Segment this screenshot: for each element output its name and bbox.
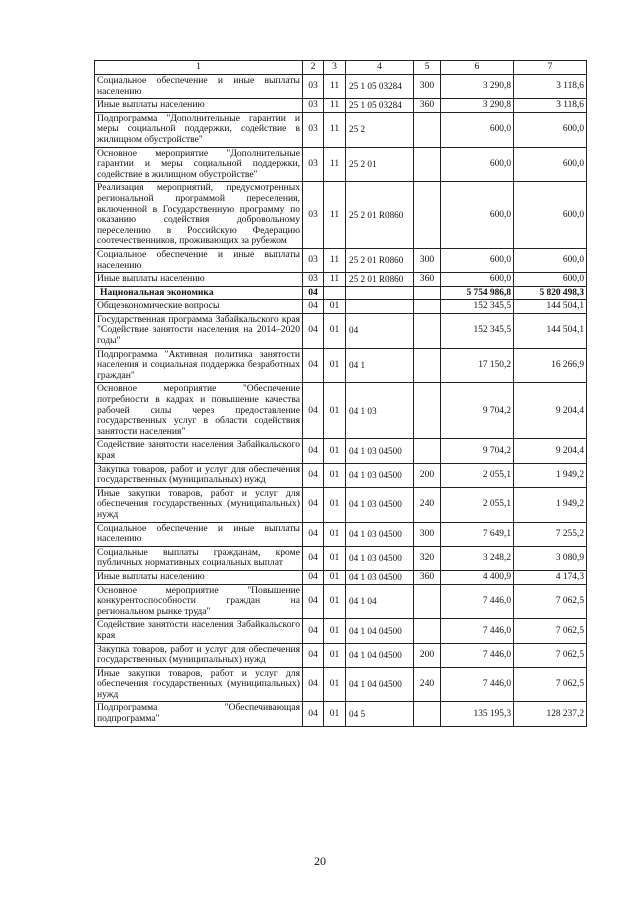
row-name-cell: Содействие занятости населения Забайкальского края [95, 619, 303, 643]
header-col-5: 5 [414, 61, 441, 75]
table-row [95, 584, 587, 619]
row-section-cell: 03 [303, 182, 324, 249]
row-target-article-cell: 25 2 [346, 112, 414, 147]
table-row [95, 619, 587, 643]
row-sum-year2-cell: 7 255,2 [514, 522, 587, 546]
row-sum-year1-cell: 2 055,1 [441, 463, 514, 487]
row-target-article-cell: 04 1 03 04500 [346, 546, 414, 570]
row-name-cell: Социальное обеспечение и иные выплаты населению [95, 522, 303, 546]
budget-table [94, 60, 587, 727]
row-expense-type-cell: 320 [414, 546, 441, 570]
row-sum-year1-cell: 135 195,3 [441, 702, 514, 726]
row-name-cell: Основное мероприятие "Обеспечение потребности в кадрах и повышение качества рабочей силы через предоставление государственных услуг в области содействия занятости населения" [95, 383, 303, 439]
row-section-cell: 04 [303, 313, 324, 348]
row-sum-year1-cell: 4 400,9 [441, 570, 514, 584]
page-number: 20 [314, 854, 326, 868]
table-header-row [95, 61, 587, 75]
row-target-article-cell [346, 300, 414, 314]
row-sum-year2-cell: 9 204,4 [514, 439, 587, 463]
row-subsection-cell: 01 [324, 702, 346, 726]
row-section-cell: 03 [303, 248, 324, 272]
row-expense-type-cell: 300 [414, 75, 441, 99]
row-section-cell: 04 [303, 383, 324, 439]
row-expense-type-cell [414, 112, 441, 147]
row-subsection-cell: 11 [324, 99, 346, 113]
table-row [95, 182, 587, 249]
row-sum-year1-cell: 2 055,1 [441, 487, 514, 522]
table-row [95, 248, 587, 272]
row-target-article-cell: 04 1 04 04500 [346, 619, 414, 643]
row-sum-year2-cell: 1 949,2 [514, 463, 587, 487]
row-name-cell: Подпрограмма "Обеспечивающая подпрограмма" [95, 702, 303, 726]
header-col-6: 6 [441, 61, 514, 75]
row-name-cell: Подпрограмма "Активная политика занятости населения и социальная поддержка безработных граждан" [95, 348, 303, 383]
row-target-article-cell: 25 2 01 R0860 [346, 273, 414, 287]
row-sum-year1-cell: 152 345,5 [441, 313, 514, 348]
row-name-cell: Иные выплаты населению [95, 99, 303, 113]
row-subsection-cell: 11 [324, 75, 346, 99]
row-subsection-cell: 11 [324, 147, 346, 182]
row-target-article-cell: 25 1 05 03284 [346, 99, 414, 113]
row-sum-year2-cell: 4 174,3 [514, 570, 587, 584]
row-target-article-cell: 04 [346, 313, 414, 348]
row-expense-type-cell [414, 313, 441, 348]
row-name-cell: Закупка товаров, работ и услуг для обеспечения государственных (муниципальных) нужд [95, 463, 303, 487]
row-name-cell: Основное мероприятие "Дополнительные гарантии и меры социальной поддержки, содействие в жилищном обустройстве" [95, 147, 303, 182]
header-col-3: 3 [324, 61, 346, 75]
budget-table-body [95, 61, 587, 727]
row-sum-year2-cell: 7 062,5 [514, 667, 587, 702]
row-sum-year1-cell: 7 649,1 [441, 522, 514, 546]
row-section-cell: 04 [303, 667, 324, 702]
row-name-cell: Закупка товаров, работ и услуг для обеспечения государственных (муниципальных) нужд [95, 643, 303, 667]
table-row [95, 702, 587, 726]
row-expense-type-cell [414, 439, 441, 463]
row-sum-year1-cell: 600,0 [441, 273, 514, 287]
row-expense-type-cell: 360 [414, 99, 441, 113]
row-subsection-cell: 01 [324, 300, 346, 314]
row-sum-year1-cell: 3 248,2 [441, 546, 514, 570]
row-sum-year1-cell: 600,0 [441, 182, 514, 249]
row-sum-year2-cell: 600,0 [514, 112, 587, 147]
table-row [95, 546, 587, 570]
row-section-cell: 04 [303, 702, 324, 726]
row-subsection-cell: 01 [324, 463, 346, 487]
row-sum-year1-cell: 7 446,0 [441, 667, 514, 702]
row-name-cell: Подпрограмма "Дополнительные гарантии и меры социальной поддержки, содействие в жилищном обустройстве" [95, 112, 303, 147]
row-name-cell: Общеэкономические вопросы [95, 300, 303, 314]
table-row [95, 112, 587, 147]
row-sum-year1-cell: 3 290,8 [441, 99, 514, 113]
row-section-cell: 04 [303, 300, 324, 314]
row-target-article-cell: 04 1 04 [346, 584, 414, 619]
row-target-article-cell: 25 2 01 R0860 [346, 248, 414, 272]
row-target-article-cell: 04 1 04 04500 [346, 643, 414, 667]
table-row [95, 99, 587, 113]
table-row [95, 667, 587, 702]
table-row [95, 383, 587, 439]
row-name-cell: Содействие занятости населения Забайкальского края [95, 439, 303, 463]
row-subsection-cell: 01 [324, 487, 346, 522]
row-expense-type-cell [414, 702, 441, 726]
row-subsection-cell: 01 [324, 383, 346, 439]
row-subsection-cell: 01 [324, 522, 346, 546]
header-col-2: 2 [303, 61, 324, 75]
row-name-cell: Социальные выплаты гражданам, кроме публичных нормативных социальных выплат [95, 546, 303, 570]
row-subsection-cell: 11 [324, 182, 346, 249]
row-target-article-cell [346, 286, 414, 300]
row-sum-year2-cell: 600,0 [514, 182, 587, 249]
table-row [95, 643, 587, 667]
row-expense-type-cell [414, 383, 441, 439]
row-name-cell: Реализация мероприятий, предусмотренных региональной программой переселения, включенной в Государственную программу по оказанию содействия добровольному переселению в Российскую Федерацию соотечественников, проживающих за рубежом [95, 182, 303, 249]
row-sum-year2-cell: 600,0 [514, 147, 587, 182]
row-target-article-cell: 04 1 03 04500 [346, 487, 414, 522]
row-expense-type-cell: 240 [414, 667, 441, 702]
row-sum-year1-cell: 152 345,5 [441, 300, 514, 314]
row-expense-type-cell: 240 [414, 487, 441, 522]
row-sum-year1-cell: 7 446,0 [441, 643, 514, 667]
row-subsection-cell: 01 [324, 584, 346, 619]
row-sum-year1-cell: 7 446,0 [441, 584, 514, 619]
row-sum-year2-cell: 128 237,2 [514, 702, 587, 726]
row-subsection-cell: 01 [324, 348, 346, 383]
row-sum-year1-cell: 9 704,2 [441, 383, 514, 439]
row-sum-year2-cell: 600,0 [514, 248, 587, 272]
table-row [95, 439, 587, 463]
table-row [95, 313, 587, 348]
row-target-article-cell: 04 1 03 [346, 383, 414, 439]
table-row [95, 348, 587, 383]
table-row [95, 75, 587, 99]
table-row [95, 522, 587, 546]
row-sum-year2-cell: 7 062,5 [514, 584, 587, 619]
row-subsection-cell: 01 [324, 667, 346, 702]
table-row [95, 570, 587, 584]
row-section-cell: 03 [303, 75, 324, 99]
row-expense-type-cell [414, 286, 441, 300]
row-target-article-cell: 04 1 04 04500 [346, 667, 414, 702]
row-expense-type-cell [414, 147, 441, 182]
row-sum-year1-cell: 7 446,0 [441, 619, 514, 643]
row-section-cell: 04 [303, 570, 324, 584]
row-target-article-cell: 25 2 01 [346, 147, 414, 182]
row-name-cell: Основное мероприятие "Повышение конкурентоспособности граждан на региональном рынке труда" [95, 584, 303, 619]
row-section-cell: 03 [303, 147, 324, 182]
row-section-cell: 04 [303, 463, 324, 487]
row-expense-type-cell: 360 [414, 570, 441, 584]
row-section-cell: 04 [303, 487, 324, 522]
row-section-cell: 04 [303, 584, 324, 619]
table-row [95, 463, 587, 487]
row-subsection-cell [324, 286, 346, 300]
row-name-cell: Социальное обеспечение и иные выплаты населению [95, 75, 303, 99]
row-sum-year2-cell: 144 504,1 [514, 300, 587, 314]
row-sum-year2-cell: 7 062,5 [514, 643, 587, 667]
row-section-cell: 03 [303, 99, 324, 113]
row-expense-type-cell [414, 584, 441, 619]
row-subsection-cell: 11 [324, 273, 346, 287]
row-target-article-cell: 04 1 03 04500 [346, 522, 414, 546]
row-sum-year2-cell: 3 118,6 [514, 99, 587, 113]
row-subsection-cell: 01 [324, 619, 346, 643]
table-row [95, 273, 587, 287]
row-section-cell: 04 [303, 546, 324, 570]
row-sum-year2-cell: 3 080,9 [514, 546, 587, 570]
table-row [95, 300, 587, 314]
row-name-cell: Иные закупки товаров, работ и услуг для обеспечения государственных (муниципальных) нужд [95, 667, 303, 702]
row-name-cell: Иные закупки товаров, работ и услуг для обеспечения государственных (муниципальных) нужд [95, 487, 303, 522]
row-sum-year2-cell: 5 820 498,3 [514, 286, 587, 300]
row-sum-year2-cell: 3 118,6 [514, 75, 587, 99]
row-expense-type-cell: 300 [414, 522, 441, 546]
row-expense-type-cell [414, 348, 441, 383]
header-col-1: 1 [95, 61, 303, 75]
header-col-4: 4 [346, 61, 414, 75]
table-row [95, 147, 587, 182]
row-subsection-cell: 01 [324, 643, 346, 667]
row-subsection-cell: 01 [324, 439, 346, 463]
row-sum-year2-cell: 9 204,4 [514, 383, 587, 439]
table-row [95, 286, 587, 300]
row-sum-year1-cell: 600,0 [441, 147, 514, 182]
row-target-article-cell: 04 1 03 04500 [346, 439, 414, 463]
row-section-cell: 04 [303, 439, 324, 463]
row-section-cell: 04 [303, 522, 324, 546]
row-target-article-cell: 04 1 [346, 348, 414, 383]
row-section-cell: 04 [303, 348, 324, 383]
row-name-cell: Национальная экономика [95, 286, 303, 300]
row-subsection-cell: 01 [324, 313, 346, 348]
row-target-article-cell: 25 1 05 03284 [346, 75, 414, 99]
row-section-cell: 04 [303, 286, 324, 300]
budget-table-sheet [94, 60, 586, 727]
row-expense-type-cell: 360 [414, 273, 441, 287]
row-section-cell: 03 [303, 273, 324, 287]
row-target-article-cell: 04 5 [346, 702, 414, 726]
row-expense-type-cell [414, 619, 441, 643]
row-name-cell: Государственная программа Забайкальского края "Содействие занятости населения на 2014–2020 годы" [95, 313, 303, 348]
row-sum-year1-cell: 17 150,2 [441, 348, 514, 383]
row-expense-type-cell: 200 [414, 643, 441, 667]
row-expense-type-cell [414, 300, 441, 314]
row-sum-year1-cell: 600,0 [441, 248, 514, 272]
row-sum-year2-cell: 7 062,5 [514, 619, 587, 643]
row-sum-year1-cell: 5 754 986,8 [441, 286, 514, 300]
row-subsection-cell: 11 [324, 248, 346, 272]
row-sum-year2-cell: 600,0 [514, 273, 587, 287]
row-expense-type-cell: 300 [414, 248, 441, 272]
row-sum-year2-cell: 144 504,1 [514, 313, 587, 348]
row-target-article-cell: 25 2 01 R0860 [346, 182, 414, 249]
row-name-cell: Иные выплаты населению [95, 273, 303, 287]
table-row [95, 487, 587, 522]
row-section-cell: 03 [303, 112, 324, 147]
row-name-cell: Социальное обеспечение и иные выплаты населению [95, 248, 303, 272]
header-col-7: 7 [514, 61, 587, 75]
row-section-cell: 04 [303, 643, 324, 667]
row-name-cell: Иные выплаты населению [95, 570, 303, 584]
row-expense-type-cell [414, 182, 441, 249]
row-subsection-cell: 11 [324, 112, 346, 147]
row-target-article-cell: 04 1 03 04500 [346, 570, 414, 584]
row-subsection-cell: 01 [324, 570, 346, 584]
row-sum-year2-cell: 1 949,2 [514, 487, 587, 522]
row-subsection-cell: 01 [324, 546, 346, 570]
row-target-article-cell: 04 1 03 04500 [346, 463, 414, 487]
row-section-cell: 04 [303, 619, 324, 643]
row-sum-year1-cell: 3 290,8 [441, 75, 514, 99]
row-sum-year1-cell: 600,0 [441, 112, 514, 147]
row-sum-year1-cell: 9 704,2 [441, 439, 514, 463]
row-expense-type-cell: 200 [414, 463, 441, 487]
row-sum-year2-cell: 16 266,9 [514, 348, 587, 383]
